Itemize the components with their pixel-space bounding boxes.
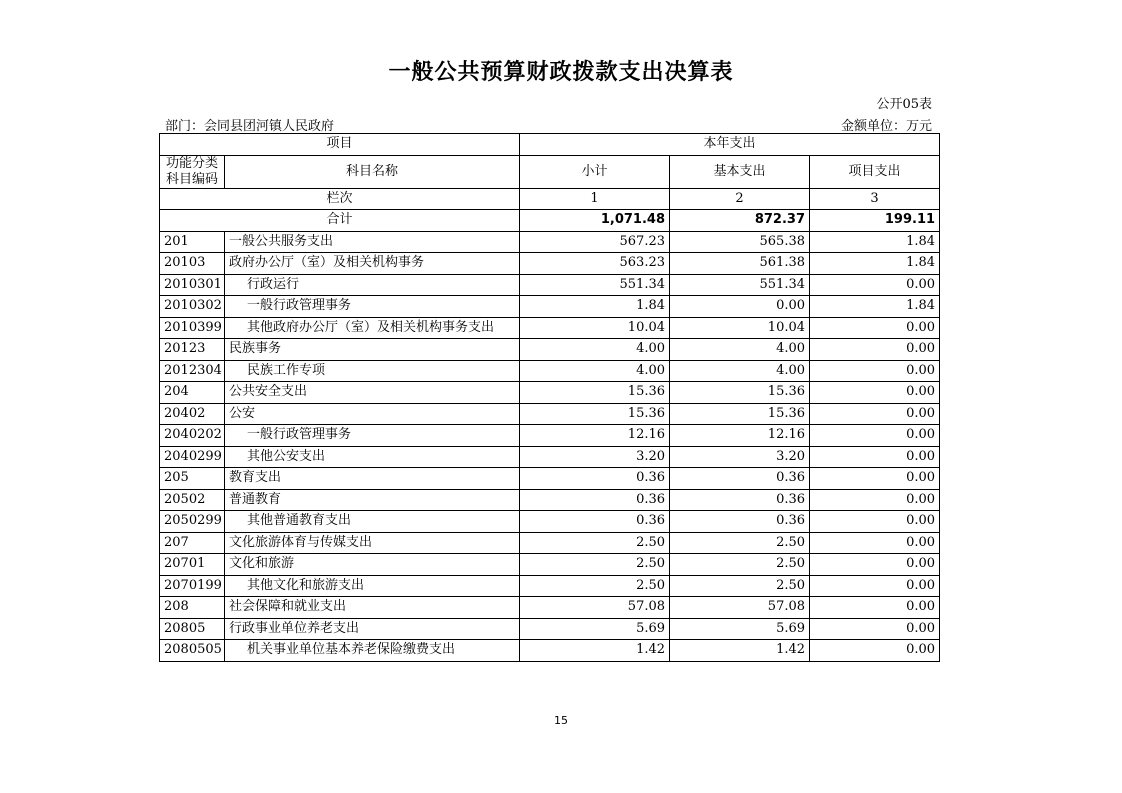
row-code: 208 — [160, 597, 225, 619]
page-title: 一般公共预算财政拨款支出决算表 — [388, 60, 734, 85]
table-row — [160, 360, 940, 382]
row-basic: 2.50 — [670, 575, 810, 597]
row-subtotal: 0.36 — [520, 468, 670, 490]
row-name: 一般公共服务支出 — [225, 231, 520, 253]
table-row — [160, 296, 940, 318]
row-name: 其他普通教育支出 — [225, 511, 520, 533]
row-subtotal: 15.36 — [520, 382, 670, 404]
table-row — [160, 511, 940, 533]
row-item: 1.84 — [810, 296, 940, 318]
row-code: 2070199 — [160, 575, 225, 597]
table-row — [160, 468, 940, 490]
row-name: 民族事务 — [225, 339, 520, 361]
row-name: 其他文化和旅游支出 — [225, 575, 520, 597]
header-project: 项目 — [160, 134, 520, 156]
row-item: 0.00 — [810, 403, 940, 425]
header-row-3 — [160, 188, 940, 210]
row-code: 2010302 — [160, 296, 225, 318]
row-item: 0.00 — [810, 640, 940, 662]
row-name: 行政事业单位养老支出 — [225, 618, 520, 640]
row-name: 公共安全支出 — [225, 382, 520, 404]
row-item: 1.84 — [810, 231, 940, 253]
row-name: 其他政府办公厅（室）及相关机构事务支出 — [225, 317, 520, 339]
header-col2: 2 — [670, 188, 810, 210]
table-row — [160, 618, 940, 640]
row-basic: 0.00 — [670, 296, 810, 318]
table-row — [160, 231, 940, 253]
row-item: 0.00 — [810, 489, 940, 511]
row-item: 0.00 — [810, 360, 940, 382]
row-subtotal: 563.23 — [520, 253, 670, 275]
row-item: 0.00 — [810, 425, 940, 447]
row-item: 0.00 — [810, 618, 940, 640]
row-code: 20701 — [160, 554, 225, 576]
table-row — [160, 446, 940, 468]
row-subtotal: 4.00 — [520, 360, 670, 382]
row-subtotal: 2.50 — [520, 575, 670, 597]
table-row — [160, 339, 940, 361]
row-basic: 57.08 — [670, 597, 810, 619]
row-subtotal: 15.36 — [520, 403, 670, 425]
row-code: 2080505 — [160, 640, 225, 662]
row-name: 其他公安支出 — [225, 446, 520, 468]
row-name: 一般行政管理事务 — [225, 296, 520, 318]
header-current-year: 本年支出 — [520, 134, 940, 156]
row-basic: 0.36 — [670, 489, 810, 511]
row-subtotal: 57.08 — [520, 597, 670, 619]
row-code: 2040202 — [160, 425, 225, 447]
row-code: 20805 — [160, 618, 225, 640]
row-subtotal: 551.34 — [520, 274, 670, 296]
row-basic: 10.04 — [670, 317, 810, 339]
row-name: 民族工作专项 — [225, 360, 520, 382]
row-code: 2050299 — [160, 511, 225, 533]
row-name: 机关事业单位基本养老保险缴费支出 — [225, 640, 520, 662]
row-basic: 1.42 — [670, 640, 810, 662]
header-code: 功能分类科目编码 — [160, 155, 225, 188]
row-item: 0.00 — [810, 575, 940, 597]
row-basic: 565.38 — [670, 231, 810, 253]
row-code: 20502 — [160, 489, 225, 511]
row-subtotal: 2.50 — [520, 554, 670, 576]
row-subtotal: 0.36 — [520, 511, 670, 533]
row-name: 教育支出 — [225, 468, 520, 490]
row-item: 0.00 — [810, 446, 940, 468]
table-row — [160, 274, 940, 296]
table-row — [160, 554, 940, 576]
form-number: 公开05表 — [876, 97, 932, 112]
row-code: 204 — [160, 382, 225, 404]
row-code: 201 — [160, 231, 225, 253]
row-item: 0.00 — [810, 339, 940, 361]
row-item: 0.00 — [810, 382, 940, 404]
row-basic: 0.36 — [670, 468, 810, 490]
row-basic: 2.50 — [670, 554, 810, 576]
row-code: 207 — [160, 532, 225, 554]
row-subtotal: 3.20 — [520, 446, 670, 468]
table-row — [160, 425, 940, 447]
row-item: 1.84 — [810, 253, 940, 275]
row-subtotal: 567.23 — [520, 231, 670, 253]
expenditure-table — [159, 133, 940, 662]
row-name: 行政运行 — [225, 274, 520, 296]
row-code: 20402 — [160, 403, 225, 425]
table-row — [160, 253, 940, 275]
row-basic: 4.00 — [670, 339, 810, 361]
total-label: 合计 — [160, 210, 520, 232]
total-item: 199.11 — [810, 210, 940, 232]
row-code: 20123 — [160, 339, 225, 361]
row-item: 0.00 — [810, 274, 940, 296]
row-basic: 12.16 — [670, 425, 810, 447]
row-item: 0.00 — [810, 511, 940, 533]
row-basic: 3.20 — [670, 446, 810, 468]
row-name: 普通教育 — [225, 489, 520, 511]
table-row — [160, 532, 940, 554]
header-name: 科目名称 — [225, 155, 520, 188]
row-basic: 551.34 — [670, 274, 810, 296]
row-name: 一般行政管理事务 — [225, 425, 520, 447]
header-basic: 基本支出 — [670, 155, 810, 188]
row-subtotal: 10.04 — [520, 317, 670, 339]
department-label: 部门：会同县团河镇人民政府 — [165, 119, 335, 134]
row-basic: 4.00 — [670, 360, 810, 382]
table-row — [160, 597, 940, 619]
row-item: 0.00 — [810, 597, 940, 619]
row-subtotal: 2.50 — [520, 532, 670, 554]
row-code: 20103 — [160, 253, 225, 275]
row-name: 公安 — [225, 403, 520, 425]
row-subtotal: 4.00 — [520, 339, 670, 361]
row-code: 2012304 — [160, 360, 225, 382]
row-subtotal: 1.84 — [520, 296, 670, 318]
total-basic: 872.37 — [670, 210, 810, 232]
header-row-1 — [160, 134, 940, 156]
unit-label: 金额单位：万元 — [840, 119, 932, 134]
header-col1: 1 — [520, 188, 670, 210]
row-name: 文化和旅游 — [225, 554, 520, 576]
header-row-2 — [160, 155, 940, 188]
header-item: 项目支出 — [810, 155, 940, 188]
header-col3: 3 — [810, 188, 940, 210]
row-basic: 15.36 — [670, 403, 810, 425]
row-name: 政府办公厅（室）及相关机构事务 — [225, 253, 520, 275]
page-number: 15 — [554, 714, 568, 727]
row-basic: 15.36 — [670, 382, 810, 404]
row-item: 0.00 — [810, 468, 940, 490]
row-basic: 0.36 — [670, 511, 810, 533]
row-basic: 5.69 — [670, 618, 810, 640]
row-basic: 2.50 — [670, 532, 810, 554]
row-name: 文化旅游体育与传媒支出 — [225, 532, 520, 554]
total-subtotal: 1,071.48 — [520, 210, 670, 232]
table-row — [160, 382, 940, 404]
row-item: 0.00 — [810, 532, 940, 554]
row-basic: 561.38 — [670, 253, 810, 275]
row-subtotal: 0.36 — [520, 489, 670, 511]
header-subtotal: 小计 — [520, 155, 670, 188]
row-subtotal: 5.69 — [520, 618, 670, 640]
table-row — [160, 317, 940, 339]
header-col-label: 栏次 — [160, 188, 520, 210]
table-row — [160, 640, 940, 662]
row-code: 205 — [160, 468, 225, 490]
table-row — [160, 489, 940, 511]
total-row — [160, 210, 940, 232]
table-row — [160, 403, 940, 425]
row-code: 2010399 — [160, 317, 225, 339]
row-code: 2040299 — [160, 446, 225, 468]
table-row — [160, 575, 940, 597]
row-code: 2010301 — [160, 274, 225, 296]
row-item: 0.00 — [810, 554, 940, 576]
row-name: 社会保障和就业支出 — [225, 597, 520, 619]
row-subtotal: 12.16 — [520, 425, 670, 447]
row-subtotal: 1.42 — [520, 640, 670, 662]
row-item: 0.00 — [810, 317, 940, 339]
